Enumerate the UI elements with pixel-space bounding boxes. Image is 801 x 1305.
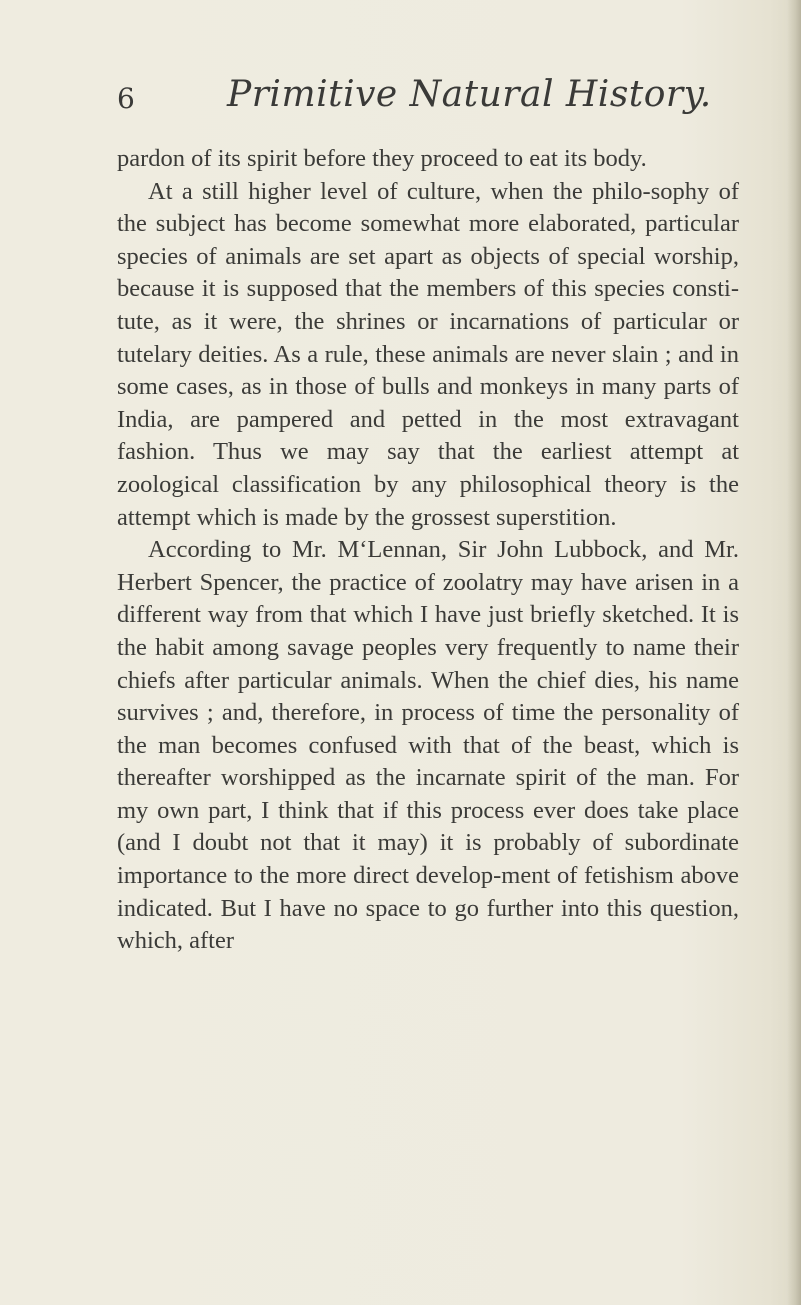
paragraph-continuation: pardon of its spirit before they proceed to eat its body.: [117, 145, 647, 172]
page-edge-shadow: [787, 0, 801, 1305]
body-text: [117, 143, 739, 958]
page-number: 6: [117, 82, 135, 115]
paragraph-zoolatry-culture: At a still higher level of culture, when the philo-sophy of the subject has become somewhat more elaborated, particular species of animals are set apart as objects of special worship, because it is supposed that the members of this species consti-tute, as it were, the shrines or incarnations of particular or tutelary deities. As a rule, these animals are never slain ; and in some cases, as in those of bulls and monkeys in many parts of India, are pampered and petted in the most extravagant fashion. Thus we may say that the earliest attempt at zoological classification by any philosophical theory is the attempt which is made by the grossest superstition.: [117, 177, 739, 531]
paragraph-mclennan-theory: According to Mr. M‘Lennan, Sir John Lubbock, and Mr. Herbert Spencer, the practice of zoolatry may have arisen in a different way from that which I have just briefly sketched. It is the habit among savage peoples very frequently to name their chiefs after particular animals. When the chief dies, his name survives ; and, therefore, in process of time the personality of the man becomes confused with that of the beast, which is thereafter worshipped as the incarnate spirit of the man. For my own part, I think that if this process ever does take place (and I doubt not that it may) it is probably of subordinate importance to the more direct develop-ment of fetishism above indicated. But I have no space to go further into this question, which, after: [117, 536, 739, 955]
page-header: [117, 74, 712, 124]
running-title: Primitive Natural History.: [227, 74, 712, 115]
